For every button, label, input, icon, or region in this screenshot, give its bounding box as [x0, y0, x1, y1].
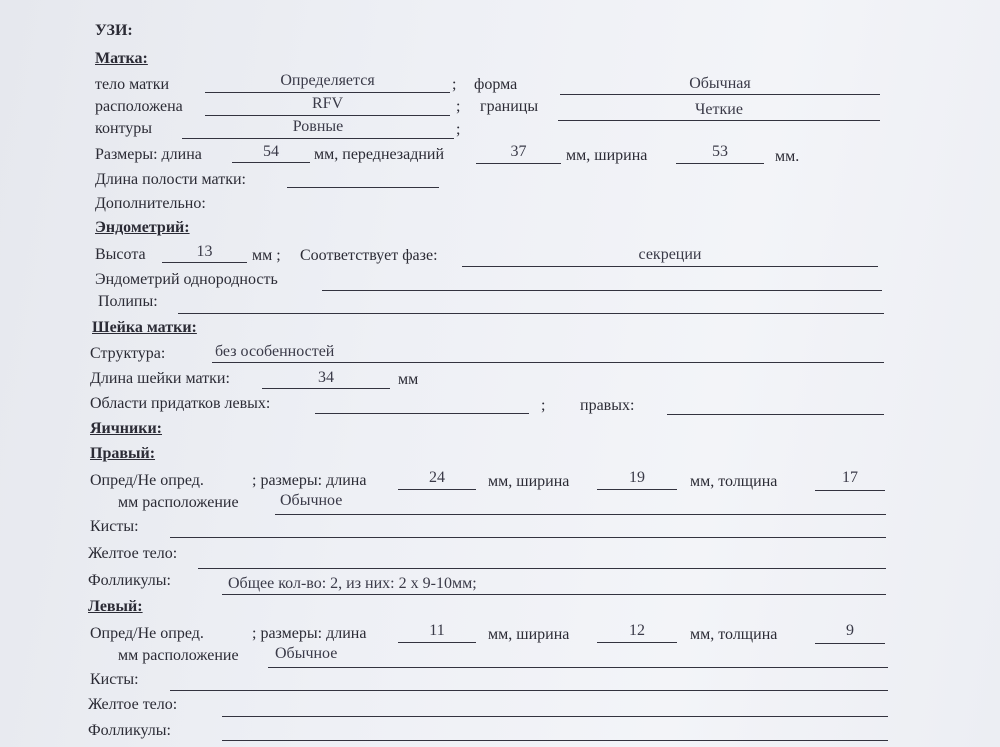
right-ovary-detected-label: Опред/Не опред. — [90, 472, 204, 489]
cervix-length-line — [262, 388, 390, 389]
uterus-width-label: мм, ширина — [566, 147, 648, 164]
right-ovary-length-value: 24 — [429, 469, 445, 486]
cervix-length-label: Длина шейки матки: — [90, 370, 230, 387]
uterus-additional-label: Дополнительно: — [95, 195, 206, 212]
cervix-structure-line — [212, 362, 884, 363]
left-ovary-width-value: 12 — [629, 622, 645, 639]
left-ovary-width-label: мм, ширина — [488, 626, 570, 643]
uterus-shape-value: Обычная — [689, 75, 751, 92]
separator: ; — [456, 98, 461, 115]
uterus-contours-value: Ровные — [292, 118, 344, 135]
endometrium-height-value: 13 — [196, 243, 213, 260]
uterus-cavity-label: Длина полости матки: — [95, 171, 246, 188]
right-ovary-follicles-line — [222, 594, 886, 595]
left-ovary-position-value: Обычное — [275, 645, 338, 662]
uterus-shape-label: форма — [474, 76, 518, 93]
left-ovary-heading: Левый: — [88, 598, 143, 615]
right-ovary-position-label: мм расположение — [118, 494, 239, 511]
separator: ; — [452, 76, 457, 93]
left-ovary-corpus-line — [222, 716, 888, 717]
endometrium-polyps-line — [178, 313, 884, 314]
cervix-structure-label: Структура: — [90, 345, 166, 362]
endometrium-phase-value: секреции — [638, 246, 702, 263]
uterus-borders-line — [558, 120, 880, 121]
endometrium-phase-line — [462, 266, 878, 267]
left-ovary-position-line — [268, 667, 888, 668]
uterus-ap-line — [476, 163, 561, 164]
endometrium-homogeneity-label: Эндометрий однородность — [95, 271, 278, 288]
endometrium-height-line — [162, 262, 247, 263]
uterus-contours-line — [182, 138, 454, 139]
adnexa-left-line — [315, 413, 529, 414]
right-ovary-thickness-label: мм, толщина — [690, 473, 778, 490]
right-ovary-width-value: 19 — [629, 469, 645, 486]
separator: ; — [541, 397, 546, 414]
endometrium-heading: Эндометрий: — [95, 219, 190, 236]
uterus-contours-label: контуры — [95, 120, 153, 137]
uterus-body-line — [205, 92, 450, 93]
uterus-borders-label: границы — [480, 98, 539, 115]
left-ovary-follicles-line — [222, 740, 888, 741]
right-ovary-follicles-label: Фолликулы: — [88, 572, 171, 589]
left-ovary-cysts-line — [170, 690, 888, 691]
form-title: УЗИ: — [95, 22, 133, 39]
left-ovary-detected-label: Опред/Не опред. — [90, 625, 204, 642]
uterus-sizes-label: Размеры: длина — [95, 146, 202, 163]
endometrium-homogeneity-line — [322, 290, 882, 291]
left-ovary-position-label: мм расположение — [118, 647, 239, 664]
uterus-position-value: RFV — [311, 95, 344, 112]
left-ovary-cysts-label: Кисты: — [90, 671, 139, 688]
left-ovary-sizes-label: ; размеры: длина — [252, 625, 367, 642]
adnexa-right-label: правых: — [580, 397, 635, 414]
right-ovary-thickness-value: 17 — [842, 469, 858, 486]
uterus-length-line — [232, 162, 310, 163]
right-ovary-position-line — [275, 514, 886, 515]
endometrium-height-label: Высота — [95, 246, 146, 263]
uterus-width-value: 53 — [712, 143, 728, 160]
right-ovary-corpus-label: Желтое тело: — [88, 545, 178, 562]
uterus-body-value: Определяется — [280, 72, 375, 89]
cervix-length-value: 34 — [318, 369, 334, 386]
uterus-shape-line — [560, 94, 880, 95]
left-ovary-corpus-label: Желтое тело: — [88, 696, 178, 713]
right-ovary-cysts-label: Кисты: — [90, 518, 139, 535]
uterus-borders-value: Четкие — [695, 101, 743, 118]
separator: ; — [456, 121, 461, 138]
left-ovary-length-value: 11 — [429, 622, 445, 639]
uterus-ap-value: 37 — [510, 143, 527, 160]
right-ovary-length-line — [398, 489, 476, 490]
uterus-heading: Матка: — [95, 50, 148, 67]
endometrium-polyps-label: Полипы: — [98, 293, 158, 310]
endometrium-height-unit: мм ; — [252, 247, 281, 264]
right-ovary-position-value: Обычное — [280, 492, 343, 509]
uterus-length-value: 54 — [263, 143, 279, 160]
left-ovary-thickness-label: мм, толщина — [690, 626, 778, 643]
uterus-width-unit: мм. — [775, 148, 800, 165]
right-ovary-cysts-line — [170, 537, 886, 538]
uterus-body-label: тело матки — [95, 76, 170, 93]
cervix-length-unit: мм — [398, 371, 419, 388]
uterus-position-label: расположена — [95, 98, 183, 115]
ovaries-heading: Яичники: — [90, 420, 162, 437]
right-ovary-corpus-line — [198, 568, 886, 569]
right-ovary-follicles-value: Общее кол-во: 2, из них: 2 х 9-10мм; — [228, 575, 477, 592]
left-ovary-length-line — [398, 642, 476, 643]
uterus-cavity-line — [287, 187, 439, 188]
cervix-heading: Шейка матки: — [92, 319, 197, 336]
right-ovary-thickness-line — [815, 490, 885, 491]
right-ovary-width-line — [597, 489, 677, 490]
cervix-structure-value: без особенностей — [215, 343, 335, 360]
uterus-position-line — [205, 115, 450, 116]
left-ovary-thickness-line — [815, 643, 885, 644]
right-ovary-heading: Правый: — [90, 445, 156, 462]
uterus-width-line — [676, 163, 764, 164]
adnexa-right-line — [667, 414, 884, 415]
left-ovary-width-line — [597, 642, 677, 643]
right-ovary-sizes-label: ; размеры: длина — [252, 472, 367, 489]
right-ovary-width-label: мм, ширина — [488, 473, 570, 490]
endometrium-phase-label: Соответствует фазе: — [300, 247, 438, 264]
left-ovary-follicles-label: Фолликулы: — [88, 722, 171, 739]
left-ovary-thickness-value: 9 — [846, 622, 854, 639]
adnexa-left-label: Области придатков левых: — [90, 395, 271, 412]
uterus-ap-label: мм, переднезадний — [314, 146, 445, 163]
